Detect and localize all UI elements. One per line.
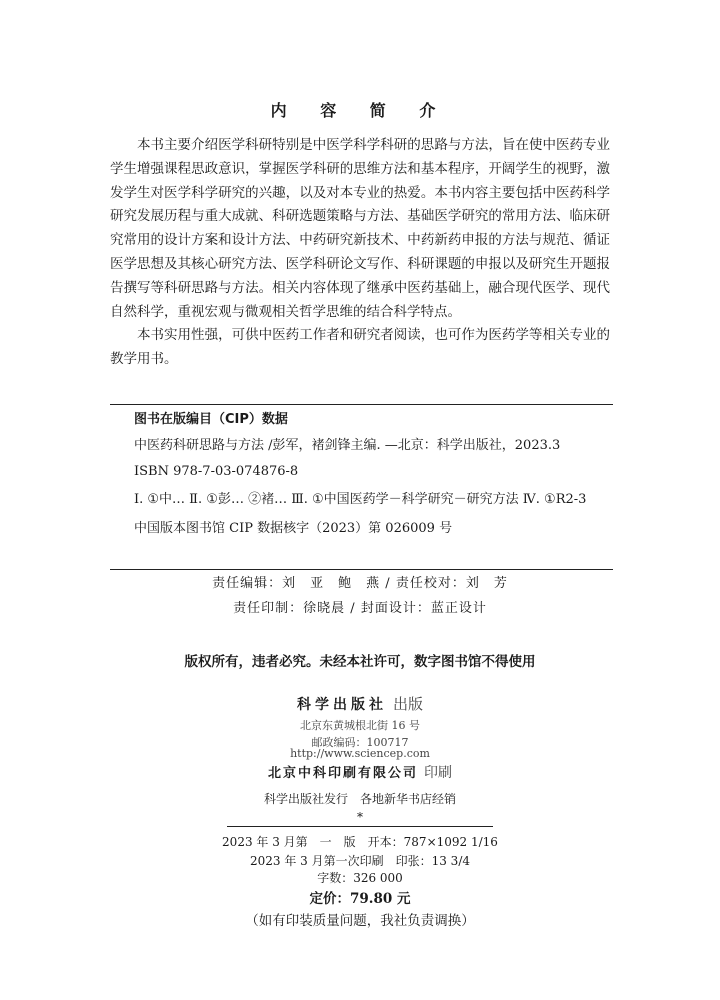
summary-body: [110, 134, 610, 372]
cip-isbn: ISBN 978-7-03-074876-8: [134, 464, 299, 479]
word-count: 字数：326 000: [317, 871, 403, 885]
publisher-postcode: 邮政编码：100717: [311, 736, 409, 749]
edition-line-1: 2023 年 3 月第 一 版 开本：787×1092 1/16: [222, 835, 498, 849]
quality-note: （如有印装质量问题，我社负责调换）: [245, 913, 475, 929]
printer-logo-name: 北京中科印刷有限公司: [267, 766, 418, 781]
production-credits: [0, 597, 720, 616]
production-credits-text: 责任印制：徐晓晨 / 封面设计：蓝正设计: [233, 601, 487, 616]
editor-credits-text: 责任编辑：刘 亚 鲍 燕 / 责任校对：刘 芳: [212, 576, 508, 591]
editor-credits: [0, 572, 720, 591]
publisher-url: http://www.sciencep.com: [290, 747, 430, 760]
separator-star: *: [357, 810, 363, 824]
printer-line: [0, 762, 720, 782]
publisher-line: [0, 693, 720, 714]
summary-title: 内 容 简 介: [270, 101, 450, 120]
cip-data-block: [110, 410, 610, 545]
printer-suffix: 印刷: [424, 765, 452, 781]
edition-divider: [227, 826, 493, 827]
summary-paragraph: 本书主要介绍医学科研特别是中医学科学科研的思路与方法，旨在使中医药专业学生增强课程思政意识，掌握医学科研的思维方法和基本程序，开阔学生的视野，激发学生对医学科学研究的兴趣，以及对本专业的热爱。本书内容主要包括中医药科学研究发展历程与重大成就、科研选题策略与方法、基础医学研究的常用方法、临床研究常用的设计方案和设计方法、中药研究新技术、中药新药申报的方法与规范、循证医学思想及其核心研究方法、医学科研论文写作、科研课题的申报以及研究生开题报告撰写等科研思路与方法。相关内容体现了继承中医药基础上，融合现代医学、现代自然科学，重视宏观与微观相关哲学思维的结合科学特点。: [110, 137, 610, 320]
publisher-logo-name: 科学出版社: [296, 697, 387, 713]
cip-classification: Ⅰ. ①中… Ⅱ. ①彭… ②褚… Ⅲ. ①中国医药学－科学研究－研究方法 Ⅳ. ①R2-3: [134, 492, 587, 507]
edition-line-2: 2023 年 3 月第一次印刷 印张：13 3/4: [249, 854, 470, 868]
rights-statement: 版权所有，违者必究。未经本社许可，数字图书馆不得使用: [184, 654, 536, 670]
cip-book-line: 中医药科研思路与方法 /彭军，褚剑锋主编. —北京：科学出版社，2023.3: [134, 438, 561, 453]
summary-paragraph: 本书实用性强，可供中医药工作者和研究者阅读，也可作为医药学等相关专业的教学用书。: [110, 327, 610, 368]
cip-heading: 图书在版编目（CIP）数据: [134, 412, 288, 427]
price: 定价：79.80 元: [309, 891, 411, 907]
cip-record-number: 中国版本图书馆 CIP 数据核字（2023）第 026009 号: [134, 521, 453, 536]
publisher-address: 北京东黄城根北街 16 号: [300, 719, 420, 732]
cip-bottom-divider: [110, 569, 613, 570]
distribution-line: 科学出版社发行 各地新华书店经销: [263, 792, 456, 806]
publisher-suffix: 出版: [392, 695, 423, 713]
cip-top-divider: [110, 404, 613, 405]
